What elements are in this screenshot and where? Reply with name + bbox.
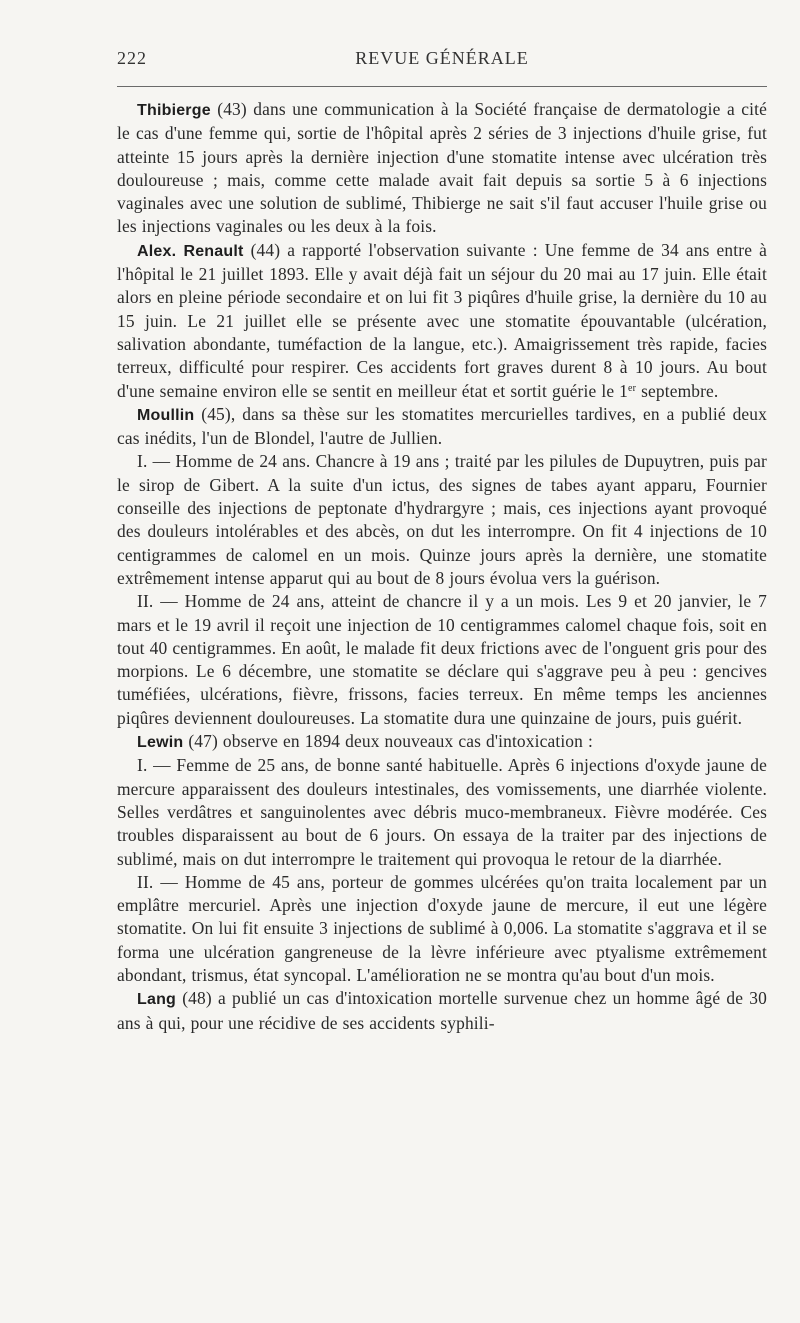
ordinal-suffix: er xyxy=(628,382,637,394)
paragraph-text: (43) dans une communication à la Société française de dermatologie a cité le cas d'une femme qui, sortie de l'hôpital après 2 séries de 3 injections d'huile grise, fut atteinte 15 jours après la dernière injection d'une stomatite intense avec ulcération très douloureuse ; mais, comme cette malade avait fait depuis sa sortie 5 à 6 injections vaginales avec une solution de sublimé, Thibierge ne sait s'il faut accuser l'huile grise ou les injections vaginales ou les deux à la fois. xyxy=(117,99,767,237)
header-rule xyxy=(117,86,767,87)
author-name: Lewin xyxy=(137,734,184,752)
paragraph-text: (44) a rapporté l'observation suivante : Une femme de 34 ans entre à l'hôpital le 21 juillet 1893. Elle y avait déjà fait un séjour du 20 mai au 17 juin. Elle était alors en pleine période secondaire et on lui fit 3 piqûres d'huile grise, la dernière du 10 au 15 juin. Le 21 juillet elle se présente avec une stomatite épouvantable (ulcération, salivation abondante, tuméfaction de la langue, etc.). Amaigrissement très rapide, facies terreux, difficulté pour respirer. Ces accidents fort graves durent 8 à 10 jours. Au bout d'une semaine environ elle se sentit en meilleur état et sortit guérie le 1 xyxy=(117,239,767,401)
author-name: Lang xyxy=(137,991,177,1009)
author-name: Thibierge xyxy=(137,102,211,119)
page-number: 222 xyxy=(117,48,147,68)
author-name: Alex. Renault xyxy=(137,242,244,260)
paragraph-lewin-case-2 xyxy=(117,871,767,987)
paragraph-case-1 xyxy=(117,450,767,590)
paragraph-text: (47) observe en 1894 deux nouveaux cas d'intoxication : xyxy=(183,731,593,752)
paragraph-lang xyxy=(117,987,767,1035)
journal-title: REVUE GÉNÉRALE xyxy=(355,48,529,68)
author-name: Moullin xyxy=(137,406,195,424)
paragraph-text: (48) a publié un cas d'intoxication mortelle survenue chez un homme âgé de 30 ans à qui, pour une récidive de ses accidents syphili- xyxy=(117,988,767,1033)
paragraph-moullin xyxy=(117,403,767,451)
paragraph-renault xyxy=(117,239,767,403)
paragraph-case-2 xyxy=(117,590,767,730)
paragraph-text: II. — Homme de 24 ans, atteint de chancre il y a un mois. Les 9 et 20 janvier, le 7 mars et le 19 avril il reçoit une injection de 10 centigrammes calomel chaque fois, soit en tout 40 centigrammes. En août, le malade fit deux frictions avec de l'onguent gris pour des morpions. Le 6 décembre, une stomatite se déclare qui s'aggrave peu à peu : gencives tuméfiées, ulcérations, fièvre, frissons, facies terreux. En même temps les anciennes piqûres deviennent douloureuses. La stomatite dura une quinzaine de jours, puis guérit. xyxy=(117,591,767,728)
running-head xyxy=(117,48,767,74)
paragraph-text: II. — Homme de 45 ans, porteur de gommes ulcérées qu'on traita localement par un emplâtre mercuriel. Après une injection d'oxyde jaune de mercure, il eut une légère stomatite. On lui fit ensuite 3 injections de sublimé à 0,006. La stomatite s'aggrava et il se forma une ulcération gangreneuse de la lèvre inférieure avec ptyalisme extrêmement abondant, trismus, état syncopal. L'amélioration ne se montra qu'au bout d'un mois. xyxy=(117,871,767,985)
paragraph-text-tail: septembre. xyxy=(636,380,719,401)
paragraph-text: I. — Femme de 25 ans, de bonne santé habituelle. Après 6 injections d'oxyde jaune de mercure apparaissent des douleurs intestinales, des vomissements, une diarrhée violente. Selles verdâtres et sanguinolentes avec débris muco-membraneux. Fièvre modérée. Ces troubles disparaissent au bout de 6 jours. On essaya de la traiter par des injections de sublimé, mais on dut interrompre le traitement qui provoqua le retour de la diarrhée. xyxy=(117,755,767,869)
paragraph-lewin xyxy=(117,730,767,754)
article-body xyxy=(117,98,767,1035)
paragraph-text: I. — Homme de 24 ans. Chancre à 19 ans ; traité par les pilules de Dupuytren, puis par le sirop de Gibert. A la suite d'un ictus, des signes de tabes ayant apparu, Fournier conseille des injections de peptonate d'hydrargyre ; mais, ces injections ayant provoqué des douleurs intolérables et des abcès, on dut les interrompre. On fit 4 injections de 10 centigrammes de calomel en un mois. Quinze jours après la dernière, une stomatite extrêmement intense apparut qui au bout de 8 jours évolua vers la guérison. xyxy=(117,451,767,588)
paragraph-text: (45), dans sa thèse sur les stomatites mercurielles tardives, en a publié deux cas inédits, l'un de Blondel, l'autre de Jullien. xyxy=(117,403,767,449)
paragraph-thibierge xyxy=(117,98,767,239)
paragraph-lewin-case-1 xyxy=(117,754,767,870)
